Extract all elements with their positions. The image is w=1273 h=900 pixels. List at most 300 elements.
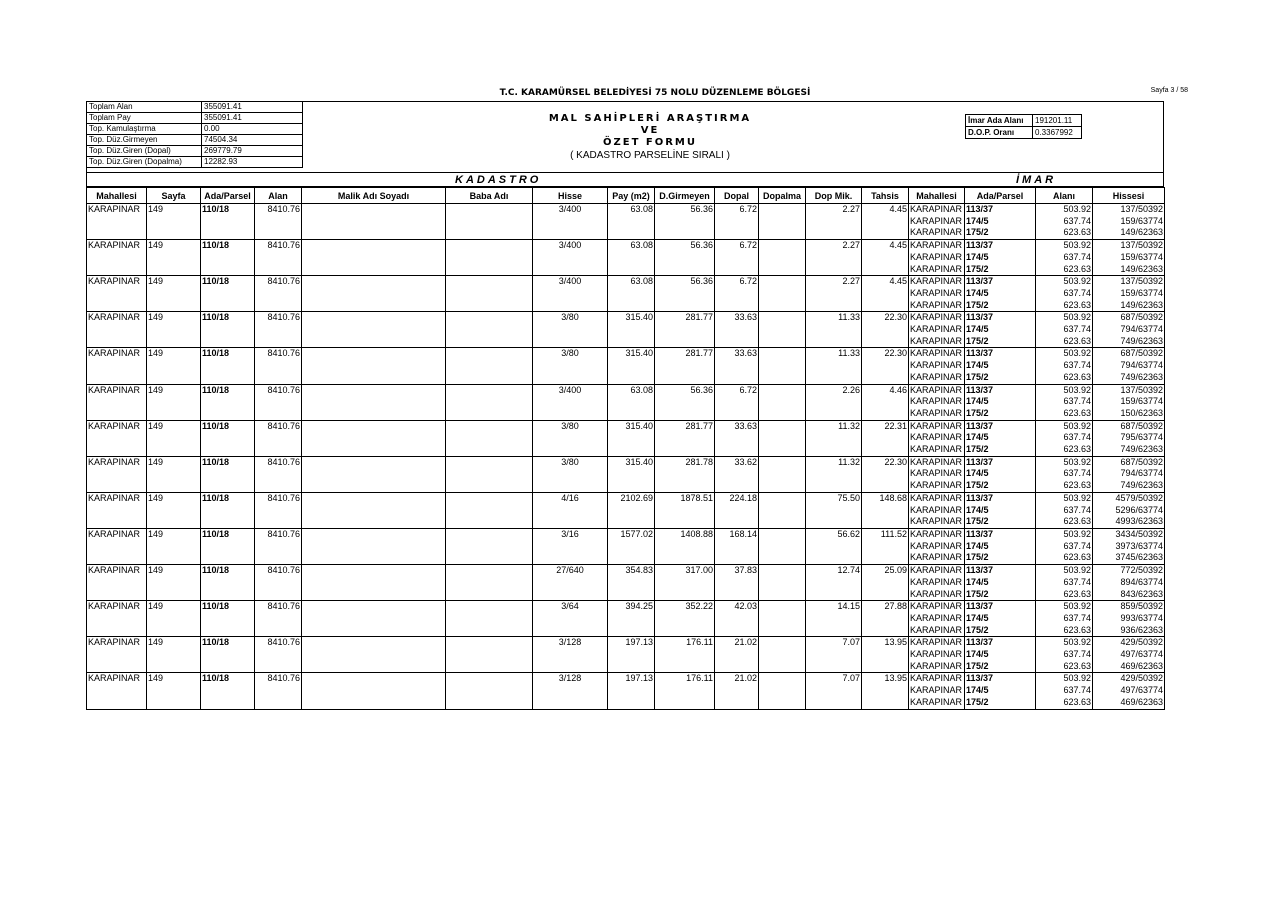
kadastro-ada-parsel-cell: 110/18 xyxy=(201,420,255,432)
dopalma-cell xyxy=(759,456,806,468)
empty-cell xyxy=(302,372,446,384)
dopalma-cell xyxy=(759,528,806,540)
dop-mik-cell: 11.32 xyxy=(806,456,862,468)
empty-cell xyxy=(715,252,759,264)
imar-alan-cell: 637.74 xyxy=(1036,649,1093,661)
imar-alan-cell: 623.63 xyxy=(1036,408,1093,420)
table-row xyxy=(87,528,1165,540)
empty-cell xyxy=(87,216,147,228)
empty-cell xyxy=(759,541,806,553)
imar-ada-parsel-cell: 113/37 xyxy=(965,565,1036,577)
imar-hisse-cell: 469/62363 xyxy=(1093,661,1165,673)
imar-hisse-cell: 497/63774 xyxy=(1093,649,1165,661)
empty-cell xyxy=(446,408,533,420)
table-row xyxy=(87,480,1165,492)
table-row xyxy=(87,227,1165,239)
imar-mahalle-cell: KARAPINAR xyxy=(909,252,965,264)
empty-cell xyxy=(87,408,147,420)
empty-cell xyxy=(533,360,608,372)
kadastro-mahalle-cell: KARAPINAR xyxy=(87,492,147,504)
table-row xyxy=(87,661,1165,673)
empty-cell xyxy=(302,505,446,517)
imar-alan-cell: 637.74 xyxy=(1036,288,1093,300)
imar-hisse-cell: 859/50392 xyxy=(1093,601,1165,613)
form-title-line3: ÖZET FORMU xyxy=(603,137,697,148)
empty-cell xyxy=(759,685,806,697)
imar-alan-cell: 503.92 xyxy=(1036,565,1093,577)
kadastro-ada-parsel-cell: 110/18 xyxy=(201,673,255,685)
empty-cell xyxy=(302,432,446,444)
section-kadastro: KADASTRO xyxy=(455,174,542,186)
empty-cell xyxy=(862,468,909,480)
dopalma-cell xyxy=(759,420,806,432)
baba-adi-cell xyxy=(446,565,533,577)
imar-hisse-cell: 843/62363 xyxy=(1093,589,1165,601)
empty-cell xyxy=(201,649,255,661)
empty-cell xyxy=(201,300,255,312)
kadastro-mahalle-cell: KARAPINAR xyxy=(87,348,147,360)
empty-cell xyxy=(862,505,909,517)
d-girmeyen-cell: 56.36 xyxy=(655,240,715,252)
ownership-table xyxy=(86,187,1165,710)
empty-cell xyxy=(759,432,806,444)
empty-cell xyxy=(715,227,759,239)
empty-cell xyxy=(446,444,533,456)
imar-ada-parsel-cell: 174/5 xyxy=(965,288,1036,300)
dop-mik-cell: 11.32 xyxy=(806,420,862,432)
imar-mahalle-cell: KARAPINAR xyxy=(909,408,965,420)
empty-cell xyxy=(862,252,909,264)
imar-mahalle-cell: KARAPINAR xyxy=(909,396,965,408)
empty-cell xyxy=(201,216,255,228)
empty-cell xyxy=(608,480,655,492)
empty-cell xyxy=(533,336,608,348)
baba-adi-cell xyxy=(446,528,533,540)
imar-ada-parsel-cell: 175/2 xyxy=(965,227,1036,239)
empty-cell xyxy=(255,685,302,697)
column-header: Ada/Parsel xyxy=(965,188,1036,204)
empty-cell xyxy=(806,324,862,336)
empty-cell xyxy=(201,252,255,264)
table-row xyxy=(87,420,1165,432)
empty-cell xyxy=(147,396,201,408)
imar-alan-cell: 503.92 xyxy=(1036,637,1093,649)
empty-cell xyxy=(533,516,608,528)
empty-cell xyxy=(759,516,806,528)
section-imar: İMAR xyxy=(1016,174,1057,186)
imar-ada-parsel-cell: 113/37 xyxy=(965,384,1036,396)
imar-mahalle-cell: KARAPINAR xyxy=(909,601,965,613)
empty-cell xyxy=(147,288,201,300)
dopal-cell: 6.72 xyxy=(715,384,759,396)
imar-ada-parsel-cell: 174/5 xyxy=(965,216,1036,228)
imar-alan-cell: 503.92 xyxy=(1036,601,1093,613)
table-row xyxy=(87,456,1165,468)
imar-alan-cell: 623.63 xyxy=(1036,300,1093,312)
imar-ada-parsel-cell: 175/2 xyxy=(965,372,1036,384)
empty-cell xyxy=(806,252,862,264)
empty-cell xyxy=(533,468,608,480)
empty-cell xyxy=(201,661,255,673)
empty-cell xyxy=(533,288,608,300)
empty-cell xyxy=(655,432,715,444)
table-row xyxy=(87,552,1165,564)
empty-cell xyxy=(446,264,533,276)
kadastro-mahalle-cell: KARAPINAR xyxy=(87,312,147,324)
summary-row xyxy=(87,135,303,146)
hisse-cell: 3/400 xyxy=(533,276,608,288)
hisse-cell: 3/80 xyxy=(533,456,608,468)
imar-ada-parsel-cell: 175/2 xyxy=(965,336,1036,348)
kadastro-alan-cell: 8410.76 xyxy=(255,673,302,685)
dop-mik-cell: 7.07 xyxy=(806,637,862,649)
sayfa-cell: 149 xyxy=(147,384,201,396)
sayfa-cell: 149 xyxy=(147,276,201,288)
empty-cell xyxy=(446,685,533,697)
imar-alan-cell: 503.92 xyxy=(1036,240,1093,252)
imar-mahalle-cell: KARAPINAR xyxy=(909,492,965,504)
empty-cell xyxy=(201,324,255,336)
empty-cell xyxy=(302,552,446,564)
imar-alan-cell: 637.74 xyxy=(1036,577,1093,589)
empty-cell xyxy=(533,324,608,336)
pay-cell: 1577.02 xyxy=(608,528,655,540)
empty-cell xyxy=(715,685,759,697)
baba-adi-cell xyxy=(446,420,533,432)
empty-cell xyxy=(87,264,147,276)
imar-alan-cell: 623.63 xyxy=(1036,516,1093,528)
empty-cell xyxy=(201,432,255,444)
empty-cell xyxy=(655,300,715,312)
empty-cell xyxy=(715,264,759,276)
imar-ada-parsel-cell: 174/5 xyxy=(965,324,1036,336)
table-row xyxy=(87,360,1165,372)
empty-cell xyxy=(655,577,715,589)
column-header: Tahsis xyxy=(862,188,909,204)
empty-cell xyxy=(806,300,862,312)
empty-cell xyxy=(759,227,806,239)
empty-cell xyxy=(87,541,147,553)
empty-cell xyxy=(862,480,909,492)
empty-cell xyxy=(655,468,715,480)
table-row xyxy=(87,492,1165,504)
empty-cell xyxy=(715,408,759,420)
imar-ada-parsel-cell: 175/2 xyxy=(965,480,1036,492)
table-row xyxy=(87,601,1165,613)
imar-alan-cell: 637.74 xyxy=(1036,324,1093,336)
empty-cell xyxy=(446,625,533,637)
column-header: D.Girmeyen xyxy=(655,188,715,204)
kadastro-mahalle-cell: KARAPINAR xyxy=(87,384,147,396)
empty-cell xyxy=(533,408,608,420)
empty-cell xyxy=(806,552,862,564)
empty-cell xyxy=(255,625,302,637)
table-row xyxy=(87,565,1165,577)
table-row xyxy=(87,396,1165,408)
tahsis-cell: 4.45 xyxy=(862,204,909,216)
empty-cell xyxy=(87,661,147,673)
empty-cell xyxy=(862,408,909,420)
table-row xyxy=(87,324,1165,336)
imar-ada-parsel-cell: 113/37 xyxy=(965,637,1036,649)
empty-cell xyxy=(759,577,806,589)
empty-cell xyxy=(446,649,533,661)
empty-cell xyxy=(715,480,759,492)
empty-cell xyxy=(862,216,909,228)
empty-cell xyxy=(302,613,446,625)
empty-cell xyxy=(608,625,655,637)
empty-cell xyxy=(87,697,147,709)
table-row xyxy=(87,264,1165,276)
table-row xyxy=(87,589,1165,601)
kadastro-alan-cell: 8410.76 xyxy=(255,456,302,468)
table-row xyxy=(87,312,1165,324)
kadastro-ada-parsel-cell: 110/18 xyxy=(201,492,255,504)
empty-cell xyxy=(302,589,446,601)
empty-cell xyxy=(806,336,862,348)
tahsis-cell: 148.68 xyxy=(862,492,909,504)
empty-cell xyxy=(655,360,715,372)
column-header: Dopal xyxy=(715,188,759,204)
empty-cell xyxy=(255,432,302,444)
table-row xyxy=(87,372,1165,384)
summary-row xyxy=(87,146,303,157)
imar-mahalle-cell: KARAPINAR xyxy=(909,300,965,312)
imar-ada-parsel-cell: 113/37 xyxy=(965,673,1036,685)
empty-cell xyxy=(655,516,715,528)
table-row xyxy=(87,673,1165,685)
empty-cell xyxy=(87,480,147,492)
imar-mahalle-cell: KARAPINAR xyxy=(909,420,965,432)
empty-cell xyxy=(862,541,909,553)
empty-cell xyxy=(147,468,201,480)
empty-cell xyxy=(87,227,147,239)
imar-ada-parsel-cell: 175/2 xyxy=(965,589,1036,601)
tahsis-cell: 27.88 xyxy=(862,601,909,613)
empty-cell xyxy=(255,649,302,661)
summary-value: 355091.41 xyxy=(202,113,303,124)
empty-cell xyxy=(608,552,655,564)
empty-cell xyxy=(201,697,255,709)
empty-cell xyxy=(806,444,862,456)
imar-alan-cell: 637.74 xyxy=(1036,613,1093,625)
imar-info-row xyxy=(966,115,1082,127)
imar-mahalle-cell: KARAPINAR xyxy=(909,456,965,468)
empty-cell xyxy=(806,288,862,300)
empty-cell xyxy=(608,264,655,276)
dop-mik-cell: 2.26 xyxy=(806,384,862,396)
dop-mik-cell: 56.62 xyxy=(806,528,862,540)
empty-cell xyxy=(608,516,655,528)
imar-alan-cell: 637.74 xyxy=(1036,216,1093,228)
empty-cell xyxy=(533,252,608,264)
empty-cell xyxy=(255,661,302,673)
pay-cell: 354.83 xyxy=(608,565,655,577)
empty-cell xyxy=(862,300,909,312)
table-row xyxy=(87,685,1165,697)
empty-cell xyxy=(446,227,533,239)
imar-ada-parsel-cell: 113/37 xyxy=(965,276,1036,288)
kadastro-ada-parsel-cell: 110/18 xyxy=(201,565,255,577)
empty-cell xyxy=(147,324,201,336)
malik-cell xyxy=(302,312,446,324)
imar-hisse-cell: 159/63774 xyxy=(1093,216,1165,228)
imar-ada-parsel-cell: 174/5 xyxy=(965,685,1036,697)
kadastro-ada-parsel-cell: 110/18 xyxy=(201,204,255,216)
table-row xyxy=(87,516,1165,528)
dop-mik-cell: 2.27 xyxy=(806,240,862,252)
table-row xyxy=(87,252,1165,264)
empty-cell xyxy=(759,444,806,456)
sayfa-cell: 149 xyxy=(147,348,201,360)
empty-cell xyxy=(806,480,862,492)
empty-cell xyxy=(533,227,608,239)
empty-cell xyxy=(715,577,759,589)
empty-cell xyxy=(862,336,909,348)
imar-ada-parsel-cell: 175/2 xyxy=(965,625,1036,637)
sayfa-cell: 149 xyxy=(147,492,201,504)
kadastro-alan-cell: 8410.76 xyxy=(255,565,302,577)
imar-mahalle-cell: KARAPINAR xyxy=(909,216,965,228)
pay-cell: 63.08 xyxy=(608,240,655,252)
d-girmeyen-cell: 1878.51 xyxy=(655,492,715,504)
imar-mahalle-cell: KARAPINAR xyxy=(909,685,965,697)
dop-mik-cell: 11.33 xyxy=(806,312,862,324)
kadastro-mahalle-cell: KARAPINAR xyxy=(87,528,147,540)
empty-cell xyxy=(655,505,715,517)
empty-cell xyxy=(806,505,862,517)
form-title-line2: VE xyxy=(640,125,660,136)
sayfa-cell: 149 xyxy=(147,565,201,577)
empty-cell xyxy=(759,505,806,517)
empty-cell xyxy=(446,252,533,264)
imar-hisse-cell: 497/63774 xyxy=(1093,685,1165,697)
tahsis-cell: 25.09 xyxy=(862,565,909,577)
imar-hisse-cell: 687/50392 xyxy=(1093,348,1165,360)
pay-cell: 394.25 xyxy=(608,601,655,613)
column-header: Dop Mik. xyxy=(806,188,862,204)
pay-cell: 315.40 xyxy=(608,312,655,324)
empty-cell xyxy=(147,336,201,348)
empty-cell xyxy=(255,589,302,601)
column-header: Sayfa xyxy=(147,188,201,204)
empty-cell xyxy=(446,613,533,625)
form-title-line1: MAL SAHİPLERİ ARAŞTIRMA xyxy=(548,113,752,124)
hisse-cell: 3/128 xyxy=(533,673,608,685)
empty-cell xyxy=(302,360,446,372)
imar-alan-cell: 623.63 xyxy=(1036,444,1093,456)
empty-cell xyxy=(862,697,909,709)
empty-cell xyxy=(533,444,608,456)
imar-mahalle-cell: KARAPINAR xyxy=(909,372,965,384)
empty-cell xyxy=(608,685,655,697)
imar-mahalle-cell: KARAPINAR xyxy=(909,613,965,625)
empty-cell xyxy=(862,360,909,372)
empty-cell xyxy=(255,396,302,408)
empty-cell xyxy=(147,252,201,264)
empty-cell xyxy=(608,360,655,372)
malik-cell xyxy=(302,528,446,540)
dop-mik-cell: 14.15 xyxy=(806,601,862,613)
imar-mahalle-cell: KARAPINAR xyxy=(909,264,965,276)
table-row xyxy=(87,613,1165,625)
table-row xyxy=(87,276,1165,288)
imar-ada-parsel-cell: 175/2 xyxy=(965,516,1036,528)
baba-adi-cell xyxy=(446,637,533,649)
baba-adi-cell xyxy=(446,384,533,396)
summary-label: Toplam Alan xyxy=(87,102,202,113)
empty-cell xyxy=(302,661,446,673)
empty-cell xyxy=(446,516,533,528)
malik-cell xyxy=(302,384,446,396)
hisse-cell: 3/400 xyxy=(533,384,608,396)
column-header: Alanı xyxy=(1036,188,1093,204)
dopalma-cell xyxy=(759,492,806,504)
page-number: Sayfa 3 / 58 xyxy=(1150,87,1188,94)
imar-ada-parsel-cell: 174/5 xyxy=(965,505,1036,517)
empty-cell xyxy=(608,649,655,661)
imar-mahalle-cell: KARAPINAR xyxy=(909,336,965,348)
empty-cell xyxy=(147,227,201,239)
empty-cell xyxy=(806,432,862,444)
empty-cell xyxy=(533,432,608,444)
empty-cell xyxy=(255,541,302,553)
imar-ada-parsel-cell: 174/5 xyxy=(965,252,1036,264)
dopalma-cell xyxy=(759,204,806,216)
empty-cell xyxy=(862,661,909,673)
empty-cell xyxy=(759,300,806,312)
empty-cell xyxy=(533,685,608,697)
d-girmeyen-cell: 56.36 xyxy=(655,384,715,396)
empty-cell xyxy=(255,480,302,492)
empty-cell xyxy=(201,444,255,456)
d-girmeyen-cell: 56.36 xyxy=(655,204,715,216)
empty-cell xyxy=(255,505,302,517)
imar-hisse-cell: 137/50392 xyxy=(1093,240,1165,252)
d-girmeyen-cell: 281.77 xyxy=(655,348,715,360)
empty-cell xyxy=(255,324,302,336)
empty-cell xyxy=(255,300,302,312)
empty-cell xyxy=(655,541,715,553)
empty-cell xyxy=(715,697,759,709)
empty-cell xyxy=(533,216,608,228)
imar-mahalle-cell: KARAPINAR xyxy=(909,649,965,661)
empty-cell xyxy=(147,216,201,228)
column-header: Pay (m2) xyxy=(608,188,655,204)
table-row xyxy=(87,649,1165,661)
imar-ada-parsel-cell: 113/37 xyxy=(965,528,1036,540)
imar-hisse-cell: 749/62363 xyxy=(1093,336,1165,348)
sayfa-cell: 149 xyxy=(147,240,201,252)
empty-cell xyxy=(862,552,909,564)
empty-cell xyxy=(446,396,533,408)
imar-mahalle-cell: KARAPINAR xyxy=(909,432,965,444)
empty-cell xyxy=(759,468,806,480)
empty-cell xyxy=(533,541,608,553)
imar-hisse-cell: 150/62363 xyxy=(1093,408,1165,420)
imar-hisse-cell: 772/50392 xyxy=(1093,565,1165,577)
table-row xyxy=(87,625,1165,637)
empty-cell xyxy=(715,625,759,637)
d-girmeyen-cell: 317.00 xyxy=(655,565,715,577)
empty-cell xyxy=(608,697,655,709)
empty-cell xyxy=(608,589,655,601)
empty-cell xyxy=(147,444,201,456)
tahsis-cell: 13.95 xyxy=(862,637,909,649)
empty-cell xyxy=(759,288,806,300)
imar-ada-parsel-cell: 113/37 xyxy=(965,420,1036,432)
empty-cell xyxy=(862,396,909,408)
